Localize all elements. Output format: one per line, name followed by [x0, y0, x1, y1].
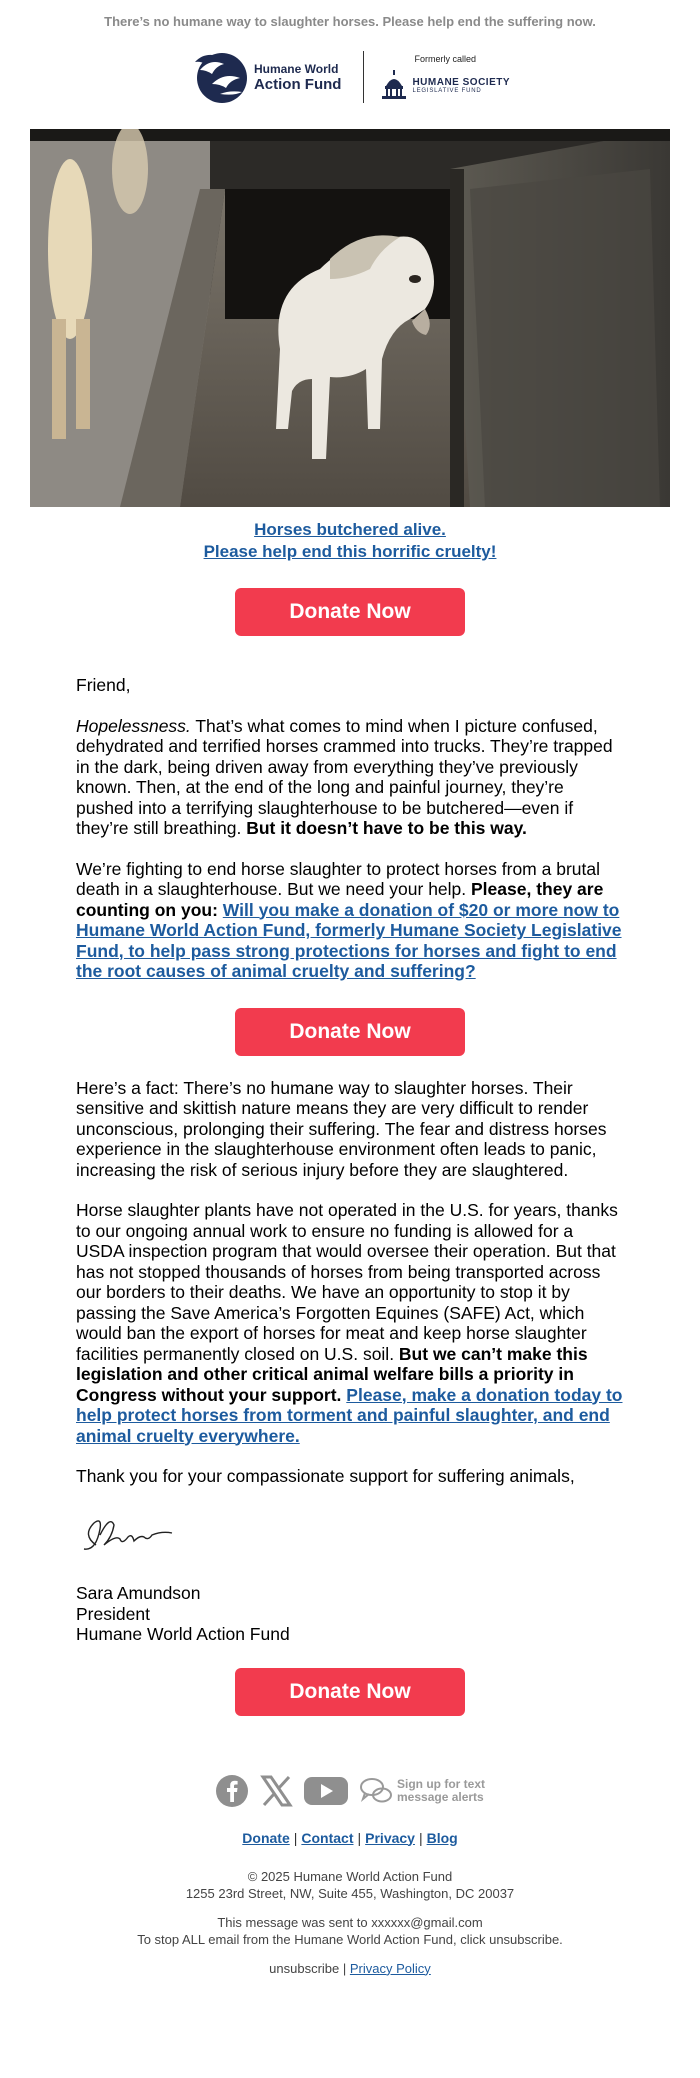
footer-link-blog[interactable]: Blog — [426, 1829, 458, 1846]
greeting: Friend, — [76, 675, 131, 695]
closing-line: Thank you for your compassionate support for suffering animals, — [76, 1466, 575, 1486]
footer-nav: Donate | Contact | Privacy | Blog — [242, 1829, 458, 1846]
footer-link-contact[interactable]: Contact — [301, 1829, 354, 1846]
logo-line-2: Action Fund — [253, 76, 342, 93]
signer-title: President — [76, 1603, 150, 1624]
signer-org: Humane World Action Fund — [76, 1624, 290, 1644]
paragraph-4: Horse slaughter plants have not operated in the U.S. for years, thanks to our ongoing annual work to ensure no funding is allowed for a USDA inspection program that would oversee their operation. But that has not stopped thousands of horses from being transported across our borders to their deaths. We have an opportunity to stop it by passing the Save America’s Forgotten Equines (SAFE) Act, which would ban the export of horses for meat and keep horse slaughter facilities permanently closed on U.S. soil. But we can’t make this legislation and other critical animal welfare bills a priority in Congress without your support. Please, make a donation today to help protect horses from torment and painful slaughter, and end animal cruelty everywhere. — [76, 1200, 623, 1446]
hero-caption-link-1[interactable]: Horses butchered alive. — [254, 520, 446, 539]
hero-caption-link-2[interactable]: Please help end this horrific cruelty! — [203, 542, 497, 561]
capitol-dome-icon — [380, 70, 408, 100]
address: 1255 23rd Street, NW, Suite 455, Washington, DC 20037 — [185, 1885, 515, 1901]
humane-society-name: HUMANE SOCIETY — [412, 76, 511, 88]
letter-body — [0, 675, 700, 982]
chat-bubbles-icon — [359, 1776, 393, 1806]
logo-divider — [363, 51, 364, 103]
sms-line-1: Sign up for text — [397, 1776, 485, 1791]
paragraph-1: Hopelessness. That’s what comes to mind when I picture confused, dehydrated and terrified horses crammed into trucks. They’re trapped in the dark, being driven away from everything they’ve previously known. Then, at the end of the long and painful journey, they’re pushed into a terrifying slaughterhouse to be butchered—even if they’re still breathing. But it doesn’t have to be this way. — [76, 715, 613, 838]
stop-email-notice: To stop ALL email from the Humane World Action Fund, click unsubscribe. — [137, 1931, 563, 1947]
signature-image — [76, 1505, 196, 1565]
logo-line-1: Humane World — [253, 62, 339, 76]
footer-link-privacy[interactable]: Privacy — [365, 1829, 415, 1846]
paragraph-2: We’re fighting to end horse slaughter to protect horses from a brutal death in a slaughterhouse. But we need your help. Please, they are counting on you: Will you make a donation of $20 or more now to Humane World Action Fund, formerly Humane Society Legislative Fund, to help pass strong protections for horses and fight to end the root causes of animal cruelty and suffering? — [76, 858, 622, 981]
youtube-icon[interactable] — [303, 1774, 349, 1808]
facebook-icon[interactable] — [215, 1774, 249, 1808]
social-links — [0, 1774, 700, 1808]
sms-signup-link[interactable] — [359, 1776, 485, 1806]
header-logos — [0, 44, 700, 110]
footer-link-donate[interactable]: Donate — [242, 1829, 290, 1846]
paragraph-3: Here’s a fact: There’s no humane way to slaughter horses. Their sensitive and skittish nature means they are very difficult to render unconscious, prolonging their suffering. The fear and distress horses experience in the slaughterhouse environment often leads to panic, increasing the risk of serious injury before they are slaughtered. — [76, 1077, 607, 1180]
x-twitter-icon[interactable] — [259, 1774, 293, 1808]
unsubscribe-link[interactable]: unsubscribe — [269, 1960, 340, 1976]
footer: Sign up for text message alerts Donate | Contact | Privacy | Blog © 2025 Humane World Action Fund 1255 23rd Street, NW, Suite 455, Washington, DC 20037 This message was sent to xxxxxx@gmail.com To stop ALL email from the Humane World Action Fund, click unsubscribe. unsubscribe | Privacy Policy — [0, 1774, 700, 1977]
donation-protect-link[interactable]: Please, make a donation today to help protect horses from torment and painful slaughter, and end animal cruelty everywhere. — [76, 1384, 623, 1446]
hero-caption — [0, 519, 700, 563]
copyright: © 2025 Humane World Action Fund — [247, 1868, 453, 1884]
hero-horse-photo[interactable] — [30, 129, 670, 507]
letter-body-continued — [0, 1078, 700, 1645]
privacy-policy-link[interactable]: Privacy Policy — [349, 1960, 431, 1976]
sent-to-notice: This message was sent to xxxxxx@gmail.com — [217, 1914, 483, 1930]
donate-button-top[interactable]: Donate Now — [235, 588, 465, 636]
preheader-text: There’s no humane way to slaughter horses. Please help end the suffering now. — [104, 14, 596, 29]
signer-name: Sara Amundson — [76, 1583, 201, 1603]
sms-line-2: message alerts — [397, 1789, 484, 1804]
formerly-called-label: Formerly called — [414, 54, 476, 64]
humane-world-logo[interactable] — [190, 48, 341, 106]
donate-button-middle[interactable]: Donate Now — [235, 1008, 465, 1056]
legislative-fund-label: LEGISLATIVE FUND — [412, 87, 482, 94]
globe-birds-icon — [190, 48, 250, 106]
donate-button-bottom[interactable]: Donate Now — [235, 1668, 465, 1716]
donation-ask-link[interactable]: Will you make a donation of $20 or more now to Humane World Action Fund, formerly Humane Society Legislative Fund, to help pass strong protections for horses and fight to end the root causes of animal cruelty and suffering? — [76, 899, 622, 981]
humane-society-logo[interactable] — [380, 54, 510, 100]
